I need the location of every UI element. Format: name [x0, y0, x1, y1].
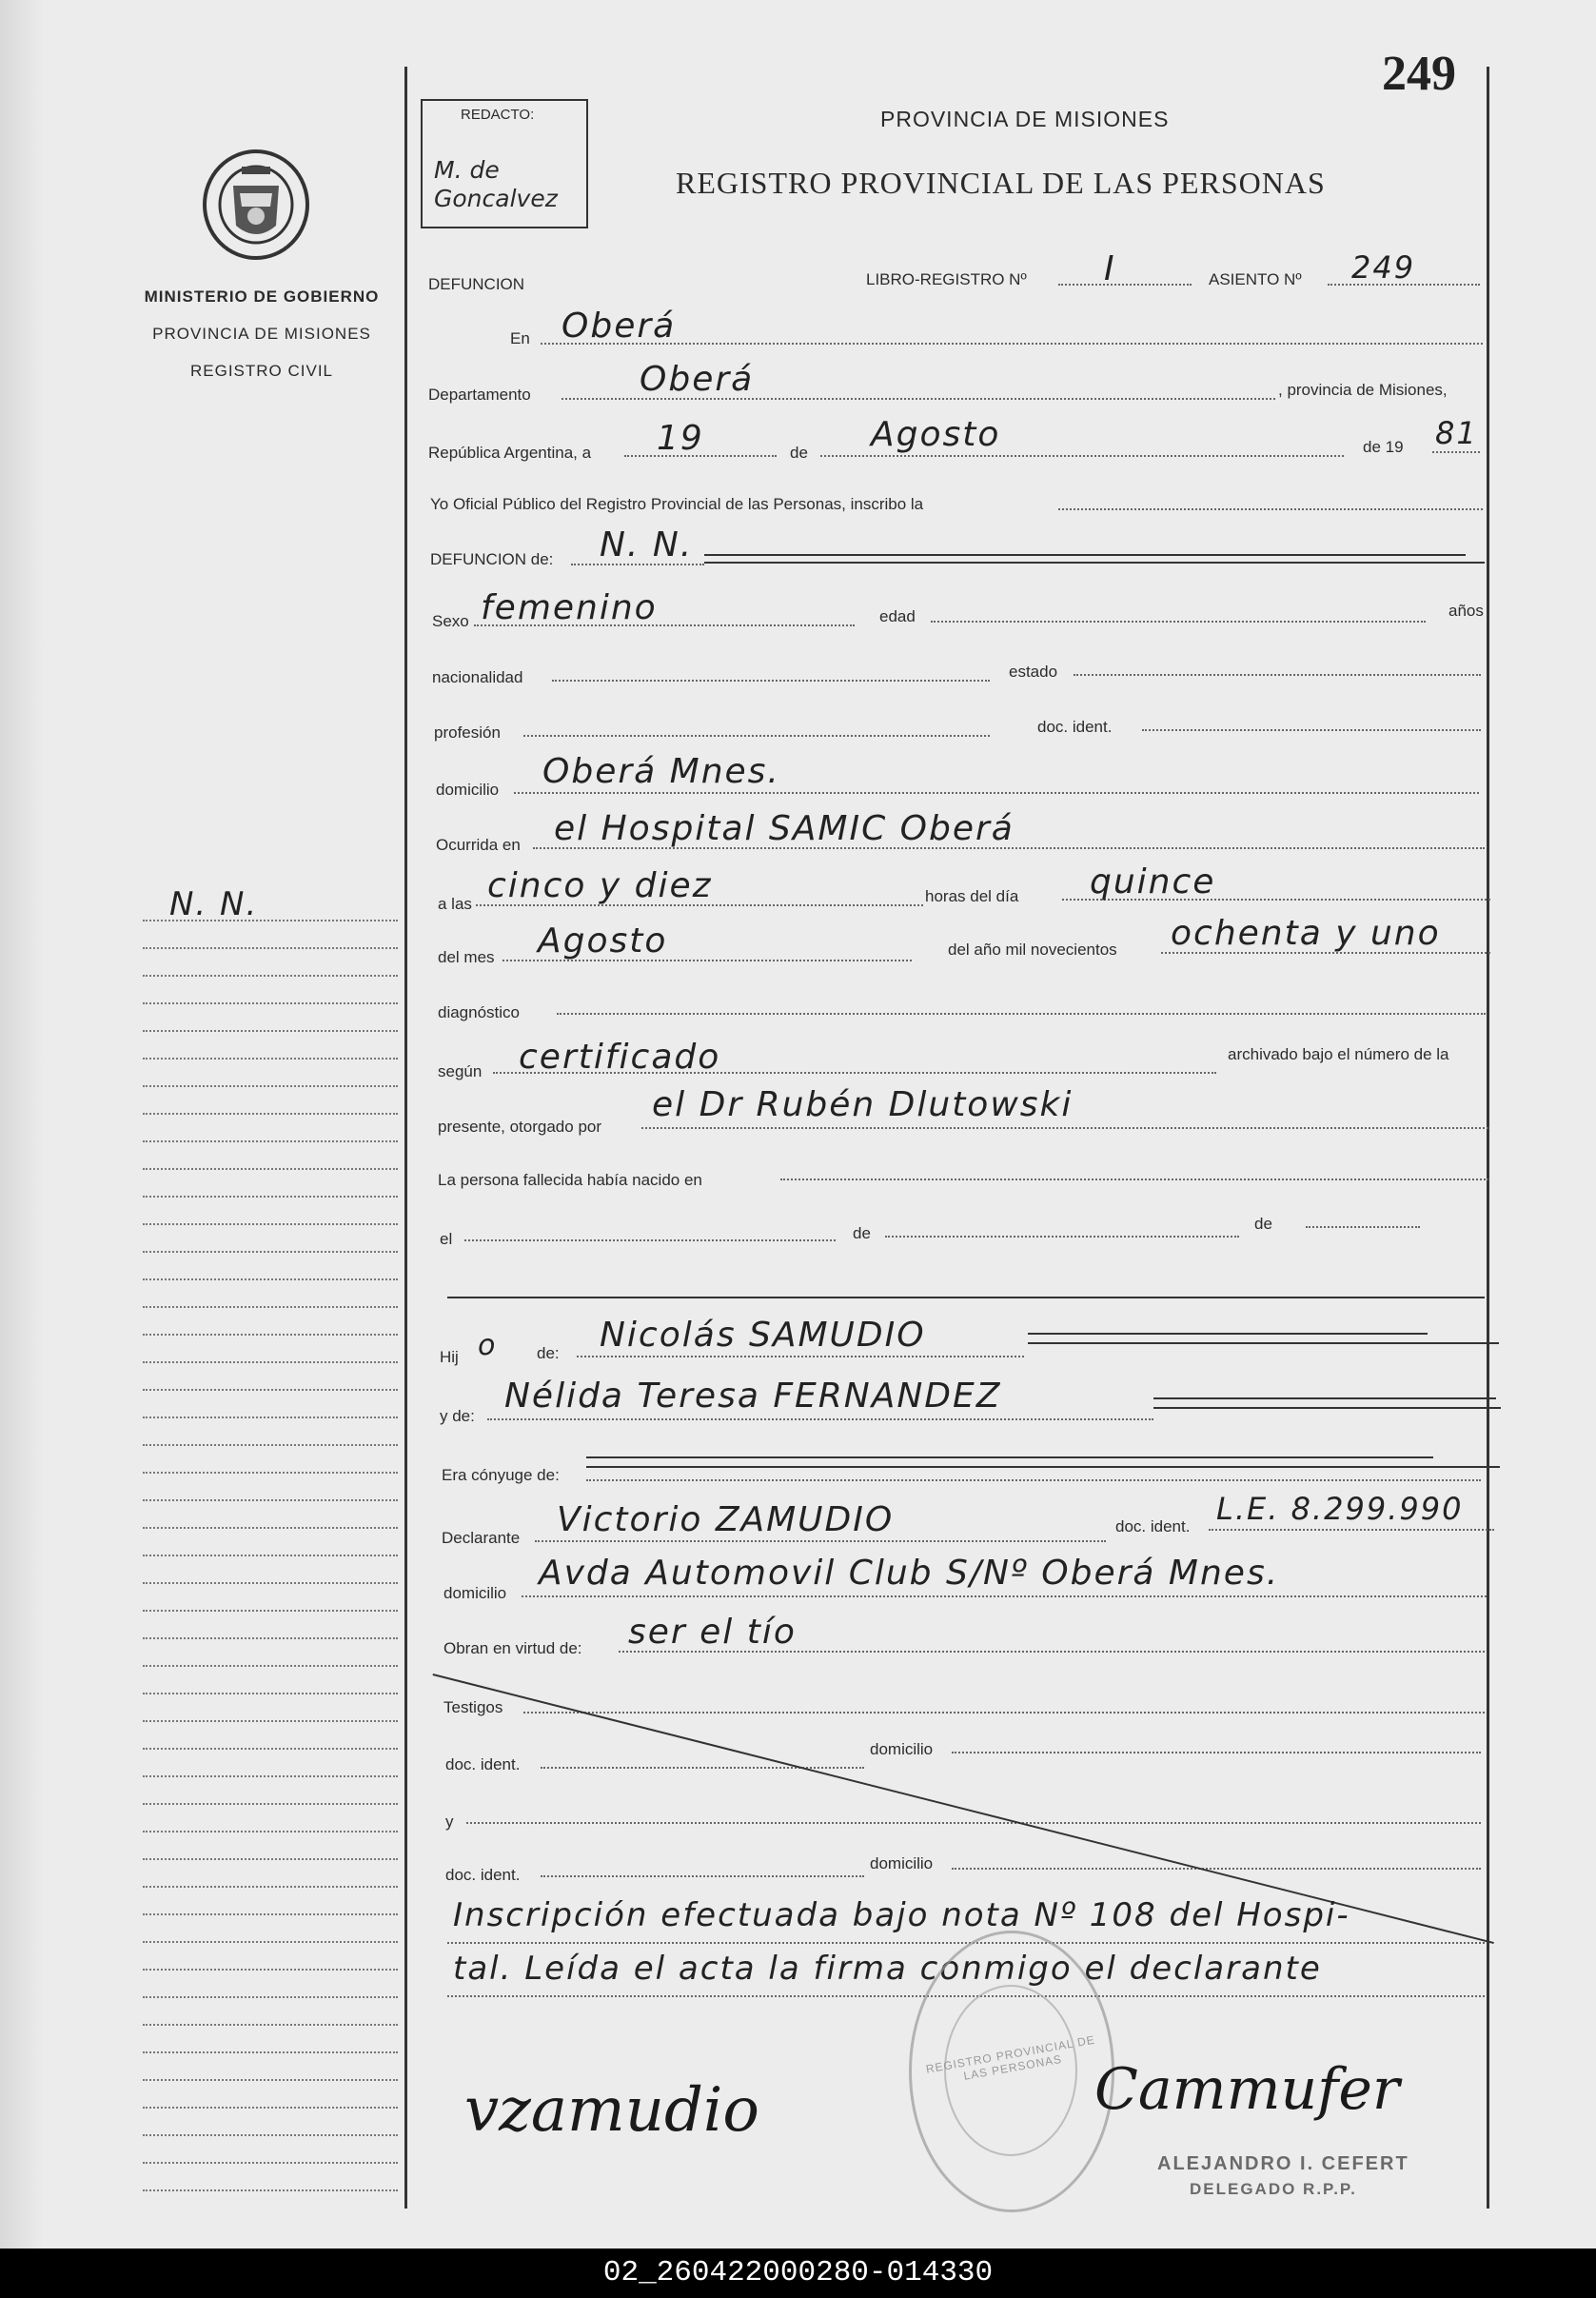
de19-label: de 19: [1363, 438, 1404, 456]
left-margin-line: [143, 1996, 398, 1998]
horas-label: horas del día: [925, 887, 1019, 905]
domicilio-value: Oberá Mnes.: [542, 752, 780, 791]
el-label: el: [440, 1230, 453, 1248]
de-label-2: de: [853, 1224, 871, 1242]
del-anio-label: del año mil novecientos: [948, 941, 1117, 959]
y-de-label: y de:: [440, 1407, 475, 1425]
testigo-y-line: [466, 1822, 1481, 1824]
testigo-y-label: y: [445, 1813, 454, 1831]
estado-label: estado: [1009, 663, 1058, 681]
y-de-line: [487, 1418, 1153, 1420]
decl-domicilio-value: Avda Automovil Club S/Nº Oberá Mnes.: [539, 1554, 1280, 1593]
left-margin-line: [143, 1085, 398, 1087]
left-margin-line: [143, 2189, 398, 2191]
defuncion-de-rule: [704, 554, 1466, 556]
segun-value: certificado: [519, 1038, 721, 1077]
left-margin-line: [143, 1775, 398, 1777]
conyuge-rule2: [586, 1466, 1500, 1468]
extra-rule: [447, 1297, 1485, 1298]
left-margin-line: [143, 2079, 398, 2081]
declarante-line: [535, 1540, 1106, 1542]
note-line-1: Inscripción efectuada bajo nota Nº 108 del Hospi-: [453, 1896, 1350, 1934]
anio-line: [1432, 451, 1480, 453]
diagnostico-line: [557, 1013, 1486, 1015]
departamento-value: Oberá: [640, 360, 755, 399]
decl-domicilio-line: [522, 1595, 1487, 1597]
hijo-de-value: Nicolás SAMUDIO: [600, 1316, 926, 1355]
official-title-stamp: DELEGADO R.P.P.: [1190, 2180, 1357, 2198]
footer-id: 02_260422000280-014330: [0, 2248, 1596, 2298]
left-margin-line: [143, 1030, 398, 1032]
left-margin-rule: [404, 67, 407, 2209]
left-margin-line: [143, 1389, 398, 1391]
left-margin-line: [143, 1499, 398, 1501]
left-margin-line: [143, 1223, 398, 1225]
conyuge-label: Era cónyuge de:: [442, 1466, 560, 1484]
libro-label: LIBRO-REGISTRO Nº: [866, 270, 1027, 288]
diagnostico-label: diagnóstico: [438, 1003, 521, 1021]
note-line-1-rule: [447, 1942, 1485, 1944]
left-margin-line: [143, 1444, 398, 1446]
left-margin-line: [143, 1858, 398, 1860]
nacido-label: La persona fallecida había nacido en: [438, 1171, 702, 1189]
left-margin-line: [143, 1886, 398, 1888]
ministry-line3: REGISTRO CIVIL: [189, 362, 334, 380]
left-margin-line: [143, 1665, 398, 1667]
left-margin-line: [143, 1416, 398, 1418]
profesion-label: profesión: [434, 723, 501, 742]
domicilio-label: domicilio: [436, 781, 500, 799]
ocurrida-value: el Hospital SAMIC Oberá: [554, 809, 1015, 848]
obran-value: ser el tío: [628, 1613, 797, 1652]
de-label-3: de: [1254, 1215, 1272, 1233]
province-title: PROVINCIA DE MISIONES: [880, 107, 1170, 131]
declarante-doc-label: doc. ident.: [1115, 1517, 1191, 1535]
nacionalidad-label: nacionalidad: [432, 668, 523, 686]
declarante-doc-value: L.E. 8.299.990: [1216, 1491, 1464, 1527]
mes-line: [820, 455, 1344, 457]
testigo2-dom-label: domicilio: [870, 1854, 934, 1872]
conyuge-rule: [586, 1456, 1433, 1458]
conyuge-line: [586, 1479, 1481, 1481]
domicilio-line: [514, 792, 1479, 794]
a-las-value: cinco y diez: [487, 866, 713, 905]
estado-line: [1074, 674, 1481, 676]
hijo-de-rule: [1028, 1333, 1428, 1335]
hijo-de-label: de:: [537, 1344, 560, 1362]
left-margin-line: [143, 1334, 398, 1336]
left-margin-line: [143, 1251, 398, 1253]
left-margin-line: [143, 1472, 398, 1474]
presente-value: el Dr Rubén Dlutowski: [652, 1085, 1074, 1124]
dia-value: 19: [657, 419, 704, 458]
obran-label: Obran en virtud de:: [443, 1639, 582, 1657]
asiento-label: ASIENTO Nº: [1209, 270, 1302, 288]
declarante-label: Declarante: [442, 1529, 521, 1547]
left-margin-line: [143, 1058, 398, 1060]
left-margin-line: [143, 975, 398, 977]
registry-title: REGISTRO PROVINCIAL DE LAS PERSONAS: [676, 166, 1326, 200]
el-line: [464, 1239, 836, 1241]
left-margin-line: [143, 1693, 398, 1694]
del-mes-label: del mes: [438, 948, 495, 966]
left-margin-line: [143, 1831, 398, 1832]
hijo-suffix: o: [478, 1329, 498, 1362]
left-margin-line: [143, 2107, 398, 2109]
del-anio-value: ochenta y uno: [1171, 914, 1441, 953]
sexo-label: Sexo: [432, 612, 469, 630]
hijo-de-line: [577, 1356, 1024, 1357]
libro-line: [1058, 284, 1192, 286]
testigo1-dom-line: [952, 1752, 1481, 1753]
left-margin-line: [143, 1555, 398, 1556]
doc-ident-line: [1142, 729, 1481, 731]
libro-value: I: [1104, 249, 1116, 288]
el-mes-line: [885, 1236, 1239, 1238]
left-margin-name-note: N. N.: [169, 885, 259, 923]
testigo1-doc-label: doc. ident.: [445, 1755, 521, 1773]
segun-label: según: [438, 1062, 483, 1080]
left-margin-line: [143, 1913, 398, 1915]
declarante-doc-line: [1209, 1529, 1494, 1531]
testigo2-dom-line: [952, 1868, 1481, 1870]
ministry-line2: PROVINCIA DE MISIONES: [152, 325, 371, 343]
asiento-value: 249: [1351, 249, 1416, 286]
declarante-value: Victorio ZAMUDIO: [557, 1500, 895, 1539]
left-margin-line: [143, 1637, 398, 1639]
left-margin-line: [143, 1168, 398, 1170]
left-margin-line: [143, 1140, 398, 1142]
provincia-suffix: , provincia de Misiones,: [1278, 381, 1448, 399]
left-margin-line: [143, 1196, 398, 1198]
doc-ident-label: doc. ident.: [1037, 718, 1113, 736]
nacionalidad-line: [552, 680, 990, 682]
en-line: [541, 343, 1483, 345]
redacto-label: REDACTO:: [461, 107, 535, 123]
left-margin-line: [143, 1113, 398, 1115]
yo-oficial-text: Yo Oficial Público del Registro Provincial de las Personas, inscribo la: [430, 495, 924, 513]
left-margin-line: [143, 1306, 398, 1308]
left-margin-line: [143, 1582, 398, 1584]
left-margin-line: [143, 1748, 398, 1750]
decl-domicilio-label: domicilio: [443, 1584, 507, 1602]
left-margin-line: [143, 1361, 398, 1363]
ocurrida-label: Ocurrida en: [436, 836, 521, 854]
left-margin-line: [143, 2162, 398, 2164]
left-margin-line: [143, 2051, 398, 2053]
note-line-2: tal. Leída el acta la firma conmigo el declarante: [453, 1950, 1322, 1988]
del-mes-value: Agosto: [538, 921, 668, 961]
redacto-value: M. de Goncalvez: [434, 156, 558, 212]
right-margin-rule: [1487, 67, 1489, 2209]
en-label: En: [510, 329, 530, 347]
edad-label: edad: [879, 607, 916, 625]
coat-of-arms-icon: [200, 148, 312, 262]
yo-oficial-line: [1058, 508, 1483, 510]
defuncion-de-label: DEFUNCION de:: [430, 550, 554, 568]
testigos-line: [523, 1712, 1485, 1714]
presente-line: [641, 1127, 1488, 1129]
horas-value: quince: [1090, 862, 1216, 901]
testigos-label: Testigos: [443, 1698, 503, 1716]
left-margin-line: [143, 1610, 398, 1612]
left-margin-line: [143, 1002, 398, 1004]
de-label: de: [790, 444, 808, 462]
left-margin-line: [143, 2024, 398, 2026]
page-number: 249: [1382, 47, 1456, 101]
left-margin-line: [143, 1720, 398, 1722]
el-anio-line: [1306, 1226, 1420, 1228]
testigo1-doc-line: [541, 1767, 864, 1769]
testigo1-dom-label: domicilio: [870, 1740, 934, 1758]
left-margin-line: [143, 1278, 398, 1280]
defuncion-de-value: N. N.: [600, 525, 694, 565]
nacido-line: [780, 1179, 1488, 1180]
sexo-value: femenino: [481, 588, 658, 627]
redacto-box: [421, 99, 588, 228]
official-name-stamp: ALEJANDRO I. CEFERT: [1157, 2153, 1409, 2174]
defuncion-label: DEFUNCION: [428, 275, 525, 293]
official-signature: Cammufer: [1094, 2056, 1400, 2123]
left-margin-line: [143, 947, 398, 949]
y-de-rule2: [1153, 1407, 1501, 1409]
departamento-label: Departamento: [428, 386, 531, 404]
testigo2-doc-label: doc. ident.: [445, 1866, 521, 1884]
hijo-de-rule2: [1028, 1342, 1499, 1344]
anios-label: años: [1448, 602, 1484, 620]
declarant-signature: vzamudio: [464, 2075, 759, 2146]
hijo-label: Hij: [440, 1348, 459, 1366]
republica-label: República Argentina, a: [428, 444, 592, 462]
profesion-line: [523, 735, 990, 737]
registry-stamp: [909, 1931, 1114, 2212]
ministry-line1: MINISTERIO DE GOBIERNO: [144, 287, 380, 306]
presente-label: presente, otorgado por: [438, 1118, 602, 1136]
testigo2-doc-line: [541, 1875, 864, 1877]
anio-value: 81: [1435, 415, 1478, 451]
defuncion-de-rule2: [704, 562, 1485, 564]
page-edge: [0, 0, 44, 2248]
archivado-label: archivado bajo el número de la: [1228, 1045, 1449, 1063]
left-margin-line: [143, 1803, 398, 1805]
en-value: Oberá: [562, 307, 677, 346]
y-de-value: Nélida Teresa FERNANDEZ: [504, 1377, 1002, 1416]
stamp-text: REGISTRO PROVINCIAL DE LAS PERSONAS: [924, 2032, 1096, 2083]
y-de-rule: [1153, 1397, 1496, 1399]
left-margin-line: [143, 2134, 398, 2136]
left-margin-line: [143, 1527, 398, 1529]
mes-value: Agosto: [871, 415, 1001, 454]
a-las-label: a las: [438, 895, 472, 913]
edad-line: [931, 621, 1426, 623]
left-margin-line: [143, 1941, 398, 1943]
left-margin-line: [143, 1969, 398, 1971]
